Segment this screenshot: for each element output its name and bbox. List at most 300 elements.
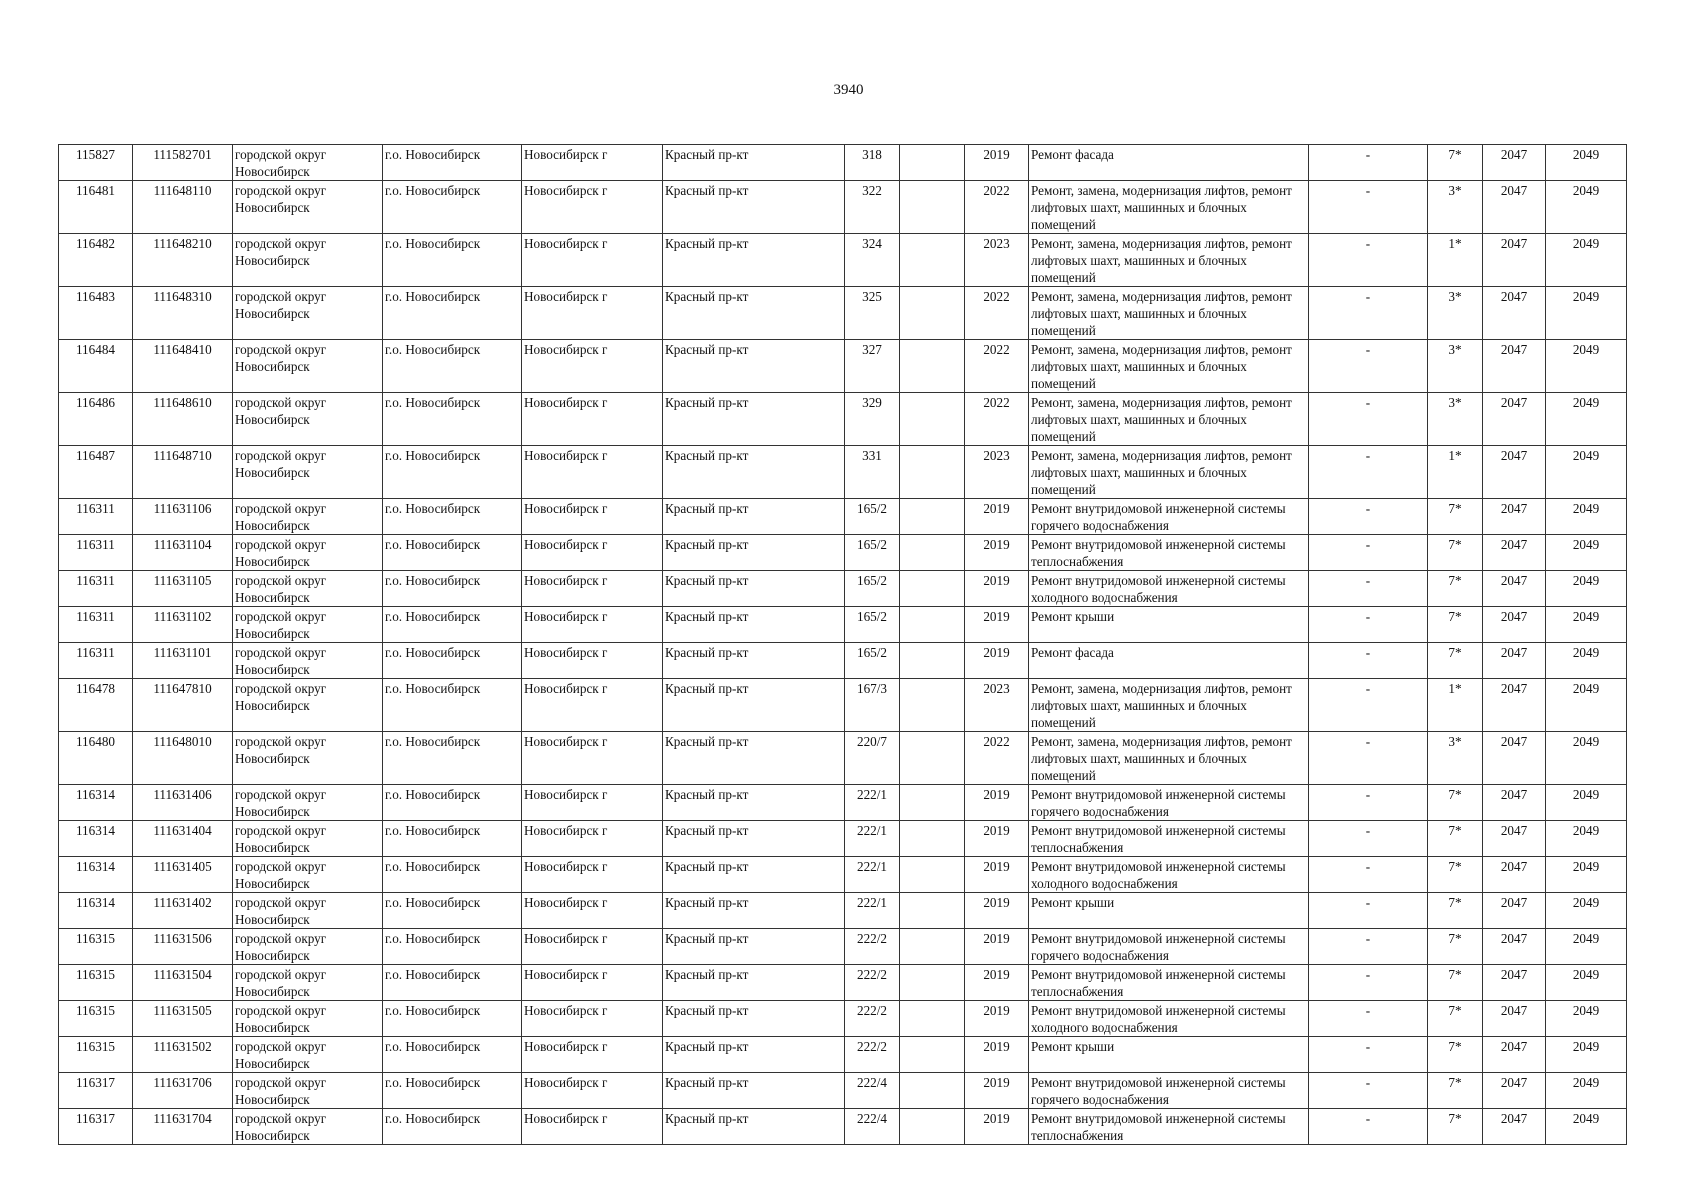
cell-house-number: 329 bbox=[845, 393, 900, 446]
cell-district: г.о. Новосибирск bbox=[383, 571, 522, 607]
cell-dash-col: - bbox=[1309, 1073, 1428, 1109]
cell-record-id: 111648610 bbox=[133, 393, 233, 446]
cell-planned-year: 2019 bbox=[965, 1109, 1029, 1145]
cell-street: Красный пр-кт bbox=[663, 446, 845, 499]
cell-street: Красный пр-кт bbox=[663, 893, 845, 929]
cell-work-type: Ремонт внутридомовой инженерной системы теплоснабжения bbox=[1029, 821, 1309, 857]
cell-dash-col: - bbox=[1309, 893, 1428, 929]
cell-empty-col bbox=[900, 1073, 965, 1109]
cell-house-number: 222/1 bbox=[845, 857, 900, 893]
cell-end-year: 2049 bbox=[1546, 1037, 1627, 1073]
cell-dash-col: - bbox=[1309, 732, 1428, 785]
cell-priority: 7* bbox=[1428, 145, 1483, 181]
cell-municipality: городской округ Новосибирск bbox=[233, 893, 383, 929]
cell-municipality: городской округ Новосибирск bbox=[233, 1073, 383, 1109]
cell-house-id: 116315 bbox=[59, 929, 133, 965]
cell-record-id: 111648710 bbox=[133, 446, 233, 499]
table-row bbox=[59, 893, 1627, 929]
cell-start-year: 2047 bbox=[1483, 929, 1546, 965]
cell-dash-col: - bbox=[1309, 1109, 1428, 1145]
table-row bbox=[59, 1109, 1627, 1145]
cell-empty-col bbox=[900, 965, 965, 1001]
cell-municipality: городской округ Новосибирск bbox=[233, 287, 383, 340]
cell-dash-col: - bbox=[1309, 340, 1428, 393]
cell-street: Красный пр-кт bbox=[663, 785, 845, 821]
cell-district: г.о. Новосибирск bbox=[383, 340, 522, 393]
cell-street: Красный пр-кт bbox=[663, 145, 845, 181]
cell-locality: Новосибирск г bbox=[522, 643, 663, 679]
cell-planned-year: 2019 bbox=[965, 821, 1029, 857]
cell-street: Красный пр-кт bbox=[663, 1073, 845, 1109]
table-row bbox=[59, 393, 1627, 446]
cell-dash-col: - bbox=[1309, 821, 1428, 857]
cell-start-year: 2047 bbox=[1483, 821, 1546, 857]
cell-work-type: Ремонт, замена, модернизация лифтов, ремонт лифтовых шахт, машинных и блочных помещений bbox=[1029, 287, 1309, 340]
cell-house-id: 116484 bbox=[59, 340, 133, 393]
cell-house-id: 116317 bbox=[59, 1073, 133, 1109]
cell-house-id: 116315 bbox=[59, 1037, 133, 1073]
cell-district: г.о. Новосибирск bbox=[383, 857, 522, 893]
cell-planned-year: 2019 bbox=[965, 145, 1029, 181]
cell-dash-col: - bbox=[1309, 499, 1428, 535]
cell-street: Красный пр-кт bbox=[663, 499, 845, 535]
cell-district: г.о. Новосибирск bbox=[383, 446, 522, 499]
cell-house-id: 116315 bbox=[59, 965, 133, 1001]
cell-house-number: 222/1 bbox=[845, 821, 900, 857]
cell-record-id: 111631404 bbox=[133, 821, 233, 857]
cell-priority: 7* bbox=[1428, 571, 1483, 607]
cell-end-year: 2049 bbox=[1546, 821, 1627, 857]
cell-locality: Новосибирск г bbox=[522, 446, 663, 499]
table-row bbox=[59, 732, 1627, 785]
cell-start-year: 2047 bbox=[1483, 181, 1546, 234]
cell-locality: Новосибирск г bbox=[522, 340, 663, 393]
table-row bbox=[59, 234, 1627, 287]
table-row bbox=[59, 499, 1627, 535]
cell-locality: Новосибирск г bbox=[522, 607, 663, 643]
cell-empty-col bbox=[900, 785, 965, 821]
cell-priority: 7* bbox=[1428, 857, 1483, 893]
cell-locality: Новосибирск г bbox=[522, 1001, 663, 1037]
cell-planned-year: 2019 bbox=[965, 607, 1029, 643]
cell-start-year: 2047 bbox=[1483, 571, 1546, 607]
cell-empty-col bbox=[900, 607, 965, 643]
table-row bbox=[59, 287, 1627, 340]
page-number: 3940 bbox=[833, 82, 864, 98]
cell-work-type: Ремонт крыши bbox=[1029, 893, 1309, 929]
cell-priority: 7* bbox=[1428, 929, 1483, 965]
cell-municipality: городской округ Новосибирск bbox=[233, 1109, 383, 1145]
cell-record-id: 111631105 bbox=[133, 571, 233, 607]
cell-street: Красный пр-кт bbox=[663, 340, 845, 393]
cell-empty-col bbox=[900, 679, 965, 732]
cell-planned-year: 2019 bbox=[965, 965, 1029, 1001]
cell-work-type: Ремонт внутридомовой инженерной системы холодного водоснабжения bbox=[1029, 857, 1309, 893]
cell-planned-year: 2019 bbox=[965, 893, 1029, 929]
cell-planned-year: 2019 bbox=[965, 1037, 1029, 1073]
cell-empty-col bbox=[900, 499, 965, 535]
cell-record-id: 111631505 bbox=[133, 1001, 233, 1037]
cell-dash-col: - bbox=[1309, 571, 1428, 607]
cell-end-year: 2049 bbox=[1546, 145, 1627, 181]
cell-house-id: 116311 bbox=[59, 535, 133, 571]
cell-priority: 7* bbox=[1428, 1037, 1483, 1073]
cell-work-type: Ремонт внутридомовой инженерной системы горячего водоснабжения bbox=[1029, 499, 1309, 535]
cell-end-year: 2049 bbox=[1546, 181, 1627, 234]
cell-work-type: Ремонт, замена, модернизация лифтов, ремонт лифтовых шахт, машинных и блочных помещений bbox=[1029, 679, 1309, 732]
cell-planned-year: 2023 bbox=[965, 679, 1029, 732]
cell-priority: 7* bbox=[1428, 1001, 1483, 1037]
cell-empty-col bbox=[900, 234, 965, 287]
table-row bbox=[59, 929, 1627, 965]
cell-street: Красный пр-кт bbox=[663, 643, 845, 679]
cell-locality: Новосибирск г bbox=[522, 145, 663, 181]
cell-dash-col: - bbox=[1309, 929, 1428, 965]
cell-street: Красный пр-кт bbox=[663, 732, 845, 785]
cell-empty-col bbox=[900, 181, 965, 234]
cell-record-id: 111582701 bbox=[133, 145, 233, 181]
cell-start-year: 2047 bbox=[1483, 732, 1546, 785]
cell-dash-col: - bbox=[1309, 607, 1428, 643]
cell-work-type: Ремонт внутридомовой инженерной системы холодного водоснабжения bbox=[1029, 571, 1309, 607]
cell-empty-col bbox=[900, 1109, 965, 1145]
table-row bbox=[59, 965, 1627, 1001]
cell-street: Красный пр-кт bbox=[663, 679, 845, 732]
cell-work-type: Ремонт крыши bbox=[1029, 607, 1309, 643]
cell-house-number: 222/4 bbox=[845, 1073, 900, 1109]
cell-record-id: 111631405 bbox=[133, 857, 233, 893]
cell-street: Красный пр-кт bbox=[663, 393, 845, 446]
table-row bbox=[59, 1073, 1627, 1109]
cell-empty-col bbox=[900, 145, 965, 181]
table-row bbox=[59, 857, 1627, 893]
table-row bbox=[59, 785, 1627, 821]
table-row bbox=[59, 535, 1627, 571]
cell-municipality: городской округ Новосибирск bbox=[233, 393, 383, 446]
cell-municipality: городской округ Новосибирск bbox=[233, 446, 383, 499]
cell-dash-col: - bbox=[1309, 446, 1428, 499]
table-row bbox=[59, 821, 1627, 857]
cell-record-id: 111631504 bbox=[133, 965, 233, 1001]
cell-start-year: 2047 bbox=[1483, 1073, 1546, 1109]
cell-empty-col bbox=[900, 571, 965, 607]
cell-priority: 7* bbox=[1428, 893, 1483, 929]
cell-district: г.о. Новосибирск bbox=[383, 607, 522, 643]
cell-house-number: 222/1 bbox=[845, 785, 900, 821]
cell-dash-col: - bbox=[1309, 679, 1428, 732]
cell-start-year: 2047 bbox=[1483, 857, 1546, 893]
cell-municipality: городской округ Новосибирск bbox=[233, 535, 383, 571]
cell-end-year: 2049 bbox=[1546, 732, 1627, 785]
cell-municipality: городской округ Новосибирск bbox=[233, 929, 383, 965]
cell-record-id: 111631706 bbox=[133, 1073, 233, 1109]
cell-record-id: 111631506 bbox=[133, 929, 233, 965]
cell-start-year: 2047 bbox=[1483, 287, 1546, 340]
cell-locality: Новосибирск г bbox=[522, 1073, 663, 1109]
cell-house-id: 116311 bbox=[59, 607, 133, 643]
cell-priority: 7* bbox=[1428, 499, 1483, 535]
cell-planned-year: 2022 bbox=[965, 732, 1029, 785]
cell-district: г.о. Новосибирск bbox=[383, 499, 522, 535]
cell-municipality: городской округ Новосибирск bbox=[233, 679, 383, 732]
cell-district: г.о. Новосибирск bbox=[383, 1001, 522, 1037]
table-row bbox=[59, 643, 1627, 679]
cell-empty-col bbox=[900, 732, 965, 785]
cell-priority: 7* bbox=[1428, 535, 1483, 571]
cell-locality: Новосибирск г bbox=[522, 965, 663, 1001]
cell-planned-year: 2019 bbox=[965, 1001, 1029, 1037]
cell-house-number: 165/2 bbox=[845, 571, 900, 607]
cell-street: Красный пр-кт bbox=[663, 1037, 845, 1073]
cell-street: Красный пр-кт bbox=[663, 1109, 845, 1145]
cell-planned-year: 2022 bbox=[965, 287, 1029, 340]
cell-planned-year: 2019 bbox=[965, 643, 1029, 679]
cell-record-id: 111631101 bbox=[133, 643, 233, 679]
cell-priority: 3* bbox=[1428, 393, 1483, 446]
cell-municipality: городской округ Новосибирск bbox=[233, 732, 383, 785]
cell-work-type: Ремонт внутридомовой инженерной системы теплоснабжения bbox=[1029, 1109, 1309, 1145]
cell-house-number: 222/1 bbox=[845, 893, 900, 929]
cell-priority: 7* bbox=[1428, 965, 1483, 1001]
cell-work-type: Ремонт внутридомовой инженерной системы холодного водоснабжения bbox=[1029, 1001, 1309, 1037]
cell-priority: 7* bbox=[1428, 643, 1483, 679]
cell-work-type: Ремонт внутридомовой инженерной системы теплоснабжения bbox=[1029, 965, 1309, 1001]
cell-dash-col: - bbox=[1309, 1001, 1428, 1037]
cell-empty-col bbox=[900, 821, 965, 857]
cell-municipality: городской округ Новосибирск bbox=[233, 499, 383, 535]
cell-house-id: 116314 bbox=[59, 893, 133, 929]
cell-priority: 3* bbox=[1428, 340, 1483, 393]
cell-house-number: 222/2 bbox=[845, 1037, 900, 1073]
cell-record-id: 111648010 bbox=[133, 732, 233, 785]
cell-work-type: Ремонт, замена, модернизация лифтов, ремонт лифтовых шахт, машинных и блочных помещений bbox=[1029, 234, 1309, 287]
cell-dash-col: - bbox=[1309, 785, 1428, 821]
cell-house-number: 222/2 bbox=[845, 929, 900, 965]
cell-house-id: 116314 bbox=[59, 857, 133, 893]
cell-locality: Новосибирск г bbox=[522, 393, 663, 446]
cell-planned-year: 2022 bbox=[965, 393, 1029, 446]
cell-empty-col bbox=[900, 643, 965, 679]
cell-locality: Новосибирск г bbox=[522, 785, 663, 821]
cell-locality: Новосибирск г bbox=[522, 821, 663, 857]
cell-record-id: 111631502 bbox=[133, 1037, 233, 1073]
cell-municipality: городской округ Новосибирск bbox=[233, 1037, 383, 1073]
cell-work-type: Ремонт, замена, модернизация лифтов, ремонт лифтовых шахт, машинных и блочных помещений bbox=[1029, 446, 1309, 499]
cell-end-year: 2049 bbox=[1546, 607, 1627, 643]
cell-dash-col: - bbox=[1309, 1037, 1428, 1073]
cell-record-id: 111631104 bbox=[133, 535, 233, 571]
cell-house-number: 324 bbox=[845, 234, 900, 287]
cell-record-id: 111631102 bbox=[133, 607, 233, 643]
cell-house-id: 116483 bbox=[59, 287, 133, 340]
table-row bbox=[59, 181, 1627, 234]
cell-planned-year: 2022 bbox=[965, 181, 1029, 234]
cell-priority: 7* bbox=[1428, 785, 1483, 821]
cell-district: г.о. Новосибирск bbox=[383, 1073, 522, 1109]
cell-priority: 7* bbox=[1428, 821, 1483, 857]
table-row bbox=[59, 571, 1627, 607]
cell-planned-year: 2023 bbox=[965, 234, 1029, 287]
cell-house-number: 327 bbox=[845, 340, 900, 393]
cell-district: г.о. Новосибирск bbox=[383, 393, 522, 446]
cell-end-year: 2049 bbox=[1546, 893, 1627, 929]
cell-house-number: 165/2 bbox=[845, 535, 900, 571]
cell-house-number: 222/2 bbox=[845, 1001, 900, 1037]
cell-district: г.о. Новосибирск bbox=[383, 145, 522, 181]
cell-work-type: Ремонт фасада bbox=[1029, 643, 1309, 679]
cell-dash-col: - bbox=[1309, 287, 1428, 340]
cell-district: г.о. Новосибирск bbox=[383, 287, 522, 340]
cell-planned-year: 2019 bbox=[965, 535, 1029, 571]
cell-start-year: 2047 bbox=[1483, 340, 1546, 393]
cell-work-type: Ремонт, замена, модернизация лифтов, ремонт лифтовых шахт, машинных и блочных помещений bbox=[1029, 393, 1309, 446]
cell-house-number: 222/2 bbox=[845, 965, 900, 1001]
cell-locality: Новосибирск г bbox=[522, 287, 663, 340]
cell-municipality: городской округ Новосибирск bbox=[233, 785, 383, 821]
cell-district: г.о. Новосибирск bbox=[383, 893, 522, 929]
cell-end-year: 2049 bbox=[1546, 287, 1627, 340]
cell-district: г.о. Новосибирск bbox=[383, 785, 522, 821]
cell-work-type: Ремонт, замена, модернизация лифтов, ремонт лифтовых шахт, машинных и блочных помещений bbox=[1029, 340, 1309, 393]
cell-house-number: 318 bbox=[845, 145, 900, 181]
cell-end-year: 2049 bbox=[1546, 1001, 1627, 1037]
cell-district: г.о. Новосибирск bbox=[383, 181, 522, 234]
cell-record-id: 111648310 bbox=[133, 287, 233, 340]
cell-planned-year: 2019 bbox=[965, 499, 1029, 535]
cell-street: Красный пр-кт bbox=[663, 821, 845, 857]
cell-start-year: 2047 bbox=[1483, 643, 1546, 679]
cell-dash-col: - bbox=[1309, 145, 1428, 181]
cell-house-number: 167/3 bbox=[845, 679, 900, 732]
cell-start-year: 2047 bbox=[1483, 965, 1546, 1001]
cell-house-number: 331 bbox=[845, 446, 900, 499]
cell-street: Красный пр-кт bbox=[663, 929, 845, 965]
cell-house-number: 165/2 bbox=[845, 607, 900, 643]
table-row bbox=[59, 145, 1627, 181]
cell-street: Красный пр-кт bbox=[663, 1001, 845, 1037]
cell-municipality: городской округ Новосибирск bbox=[233, 857, 383, 893]
cell-house-id: 116311 bbox=[59, 499, 133, 535]
cell-house-id: 116314 bbox=[59, 821, 133, 857]
cell-locality: Новосибирск г bbox=[522, 535, 663, 571]
cell-work-type: Ремонт, замена, модернизация лифтов, ремонт лифтовых шахт, машинных и блочных помещений bbox=[1029, 181, 1309, 234]
cell-municipality: городской округ Новосибирск bbox=[233, 643, 383, 679]
cell-empty-col bbox=[900, 393, 965, 446]
cell-end-year: 2049 bbox=[1546, 1073, 1627, 1109]
cell-municipality: городской округ Новосибирск bbox=[233, 965, 383, 1001]
cell-end-year: 2049 bbox=[1546, 785, 1627, 821]
cell-record-id: 111648410 bbox=[133, 340, 233, 393]
cell-locality: Новосибирск г bbox=[522, 181, 663, 234]
cell-start-year: 2047 bbox=[1483, 535, 1546, 571]
cell-end-year: 2049 bbox=[1546, 446, 1627, 499]
table-body bbox=[59, 145, 1627, 1145]
cell-street: Красный пр-кт bbox=[663, 287, 845, 340]
cell-street: Красный пр-кт bbox=[663, 607, 845, 643]
cell-district: г.о. Новосибирск bbox=[383, 965, 522, 1001]
cell-work-type: Ремонт внутридомовой инженерной системы горячего водоснабжения bbox=[1029, 929, 1309, 965]
cell-dash-col: - bbox=[1309, 535, 1428, 571]
cell-priority: 1* bbox=[1428, 679, 1483, 732]
cell-house-id: 116314 bbox=[59, 785, 133, 821]
cell-record-id: 111631402 bbox=[133, 893, 233, 929]
cell-end-year: 2049 bbox=[1546, 679, 1627, 732]
cell-end-year: 2049 bbox=[1546, 857, 1627, 893]
cell-dash-col: - bbox=[1309, 857, 1428, 893]
cell-start-year: 2047 bbox=[1483, 1037, 1546, 1073]
cell-house-id: 116311 bbox=[59, 643, 133, 679]
cell-municipality: городской округ Новосибирск bbox=[233, 821, 383, 857]
cell-dash-col: - bbox=[1309, 393, 1428, 446]
cell-locality: Новосибирск г bbox=[522, 234, 663, 287]
cell-end-year: 2049 bbox=[1546, 535, 1627, 571]
cell-district: г.о. Новосибирск bbox=[383, 1109, 522, 1145]
cell-planned-year: 2019 bbox=[965, 1073, 1029, 1109]
cell-municipality: городской округ Новосибирск bbox=[233, 145, 383, 181]
cell-planned-year: 2019 bbox=[965, 785, 1029, 821]
cell-end-year: 2049 bbox=[1546, 929, 1627, 965]
cell-priority: 3* bbox=[1428, 732, 1483, 785]
cell-empty-col bbox=[900, 446, 965, 499]
cell-end-year: 2049 bbox=[1546, 965, 1627, 1001]
cell-street: Красный пр-кт bbox=[663, 965, 845, 1001]
cell-street: Красный пр-кт bbox=[663, 234, 845, 287]
cell-locality: Новосибирск г bbox=[522, 1109, 663, 1145]
cell-district: г.о. Новосибирск bbox=[383, 643, 522, 679]
cell-locality: Новосибирск г bbox=[522, 499, 663, 535]
cell-priority: 7* bbox=[1428, 1109, 1483, 1145]
cell-house-id: 116481 bbox=[59, 181, 133, 234]
cell-house-id: 116478 bbox=[59, 679, 133, 732]
cell-municipality: городской округ Новосибирск bbox=[233, 571, 383, 607]
cell-dash-col: - bbox=[1309, 234, 1428, 287]
cell-dash-col: - bbox=[1309, 965, 1428, 1001]
cell-end-year: 2049 bbox=[1546, 571, 1627, 607]
cell-priority: 7* bbox=[1428, 607, 1483, 643]
cell-record-id: 111648110 bbox=[133, 181, 233, 234]
cell-house-id: 116480 bbox=[59, 732, 133, 785]
cell-record-id: 111631106 bbox=[133, 499, 233, 535]
cell-house-number: 165/2 bbox=[845, 643, 900, 679]
cell-empty-col bbox=[900, 340, 965, 393]
cell-planned-year: 2022 bbox=[965, 340, 1029, 393]
cell-start-year: 2047 bbox=[1483, 145, 1546, 181]
cell-work-type: Ремонт крыши bbox=[1029, 1037, 1309, 1073]
cell-empty-col bbox=[900, 893, 965, 929]
cell-dash-col: - bbox=[1309, 643, 1428, 679]
cell-street: Красный пр-кт bbox=[663, 181, 845, 234]
cell-district: г.о. Новосибирск bbox=[383, 821, 522, 857]
table-row bbox=[59, 1037, 1627, 1073]
cell-house-id: 115827 bbox=[59, 145, 133, 181]
cell-house-number: 220/7 bbox=[845, 732, 900, 785]
cell-house-id: 116486 bbox=[59, 393, 133, 446]
cell-priority: 3* bbox=[1428, 181, 1483, 234]
cell-empty-col bbox=[900, 857, 965, 893]
cell-planned-year: 2019 bbox=[965, 571, 1029, 607]
cell-work-type: Ремонт внутридомовой инженерной системы горячего водоснабжения bbox=[1029, 1073, 1309, 1109]
cell-house-id: 116311 bbox=[59, 571, 133, 607]
cell-locality: Новосибирск г bbox=[522, 732, 663, 785]
cell-locality: Новосибирск г bbox=[522, 929, 663, 965]
cell-municipality: городской округ Новосибирск bbox=[233, 234, 383, 287]
cell-record-id: 111631704 bbox=[133, 1109, 233, 1145]
cell-planned-year: 2019 bbox=[965, 857, 1029, 893]
table-row bbox=[59, 446, 1627, 499]
cell-house-id: 116487 bbox=[59, 446, 133, 499]
cell-house-number: 322 bbox=[845, 181, 900, 234]
cell-empty-col bbox=[900, 1001, 965, 1037]
